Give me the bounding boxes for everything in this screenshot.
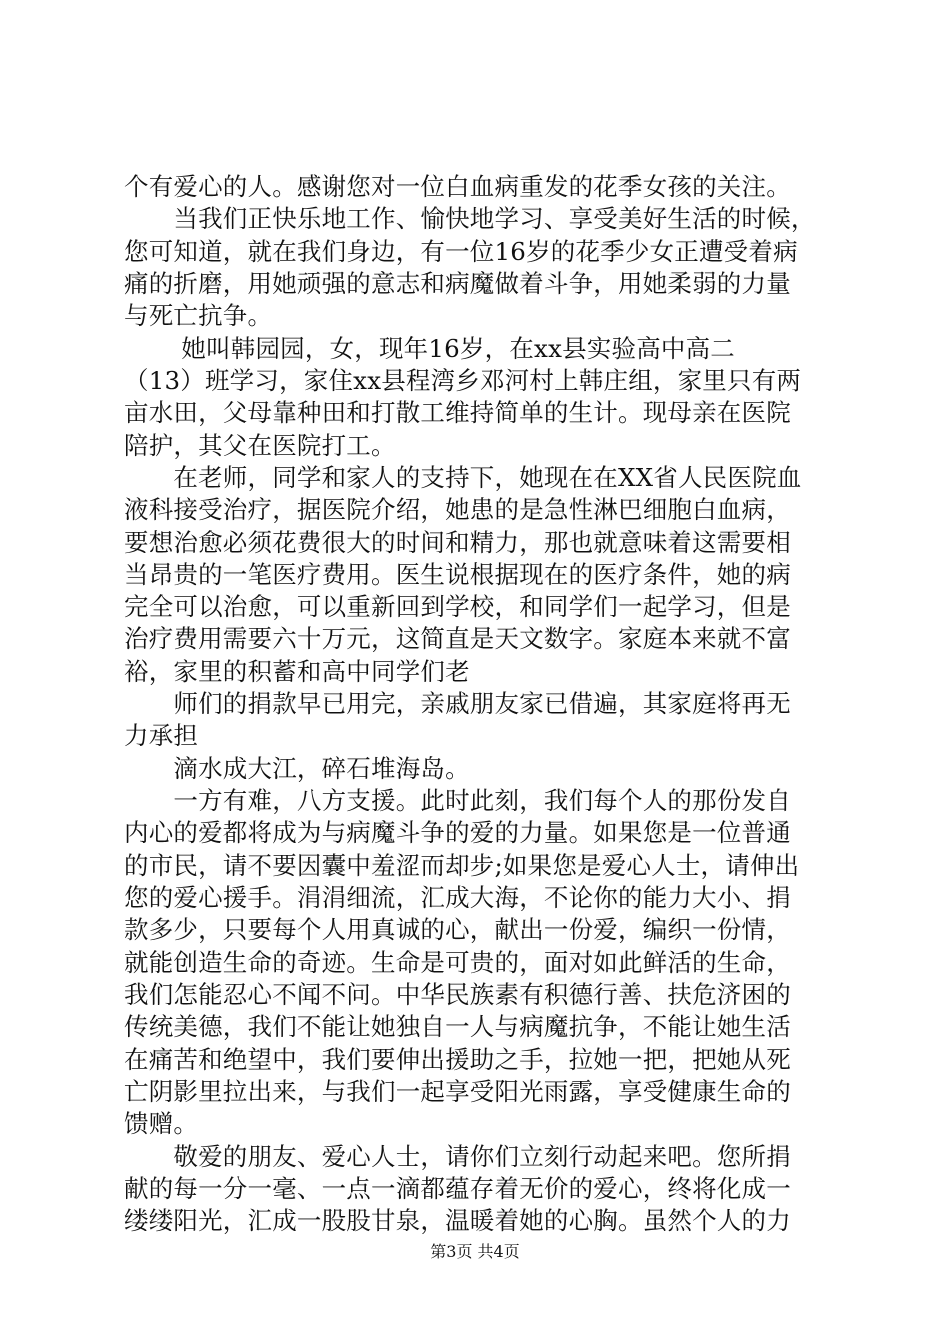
paragraph-line: 痛的折磨，用她顽强的意志和病魔做着斗争，用她柔弱的力量 [124,269,791,298]
paragraph-line: 液科接受治疗，据医院介绍，她患的是急性淋巴细胞白血病， [124,495,791,524]
paragraph-line: 陪护，其父在医院打工。 [124,431,396,460]
paragraph-line: 传统美德，我们不能让她独自一人与病魔抗争，不能让她生活 [124,1012,791,1041]
paragraph-line: （13）班学习，家住xx县程湾乡邓河村上韩庄组，家里只有两 [124,366,802,395]
paragraph-line: 师们的捐款早已用完，亲戚朋友家已借遍，其家庭将再无 [124,689,791,718]
paragraph-line: 在痛苦和绝望中，我们要伸出援助之手，拉她一把，把她从死 [124,1045,791,1074]
paragraph-line: 在老师，同学和家人的支持下，她现在在XX省人民医院血 [124,463,802,492]
paragraph-line: 亩水田，父母靠种田和打散工维持简单的生计。现母亲在医院 [124,398,791,427]
paragraph-line: 您的爱心援手。涓涓细流，汇成大海，不论你的能力大小、捐 [124,883,791,912]
paragraph-line: 当我们正快乐地工作、愉快地学习、享受美好生活的时候， [124,204,816,233]
paragraph-line: 完全可以治愈，可以重新回到学校，和同学们一起学习，但是 [124,592,791,621]
paragraph-line: 与死亡抗争。 [124,301,273,330]
paragraph-line: 内心的爱都将成为与病魔斗争的爱的力量。如果您是一位普通 [124,818,791,847]
paragraph-line: 就能创造生命的奇迹。生命是可贵的，面对如此鲜活的生命， [124,948,791,977]
paragraph-line: 一方有难，八方支援。此时此刻，我们每个人的那份发自 [124,786,791,815]
paragraph-line: 的市民，请不要因囊中羞涩而却步;如果您是爱心人士，请伸出 [124,851,800,880]
paragraph-line: 力承担 [124,721,199,750]
paragraph-line: 个有爱心的人。感谢您对一位白血病重发的花季女孩的关注。 [124,172,791,201]
page-footer: 第3页 共4页 [430,1242,520,1261]
paragraph-line: 滴水成大江，碎石堆海岛。 [124,754,470,783]
paragraph-line: 亡阴影里拉出来，与我们一起享受阳光雨露，享受健康生命的 [124,1077,791,1106]
paragraph-line: 款多少，只要每个人用真诚的心，献出一份爱，编织一份情， [124,915,791,944]
paragraph-line: 当昂贵的一笔医疗费用。医生说根据现在的医疗条件，她的病 [124,560,791,589]
paragraph-line: 她叫韩园园，女，现年16岁，在xx县实验高中高二 [124,334,735,363]
paragraph-line: 治疗费用需要六十万元，这简直是天文数字。家庭本来就不富 [124,624,791,653]
paragraph-line: 裕，家里的积蓄和高中同学们老 [124,657,470,686]
paragraph-line: 馈赠。 [124,1109,199,1138]
paragraph-line: 我们怎能忍心不闻不问。中华民族素有积德行善、扶危济困的 [124,980,791,1009]
paragraph-line: 要想治愈必须花费很大的时间和精力，那也就意味着这需要相 [124,528,791,557]
paragraph-line: 敬爱的朋友、爱心人士，请你们立刻行动起来吧。您所捐 [124,1142,791,1171]
paragraph-line: 您可知道，就在我们身边，有一位16岁的花季少女正遭受着病 [124,237,798,266]
paragraph-line: 缕缕阳光，汇成一股股甘泉，温暖着她的心胸。虽然个人的力 [124,1206,791,1235]
paragraph-line: 献的每一分一毫、一点一滴都蕴存着无价的爱心，终将化成一 [124,1174,791,1203]
